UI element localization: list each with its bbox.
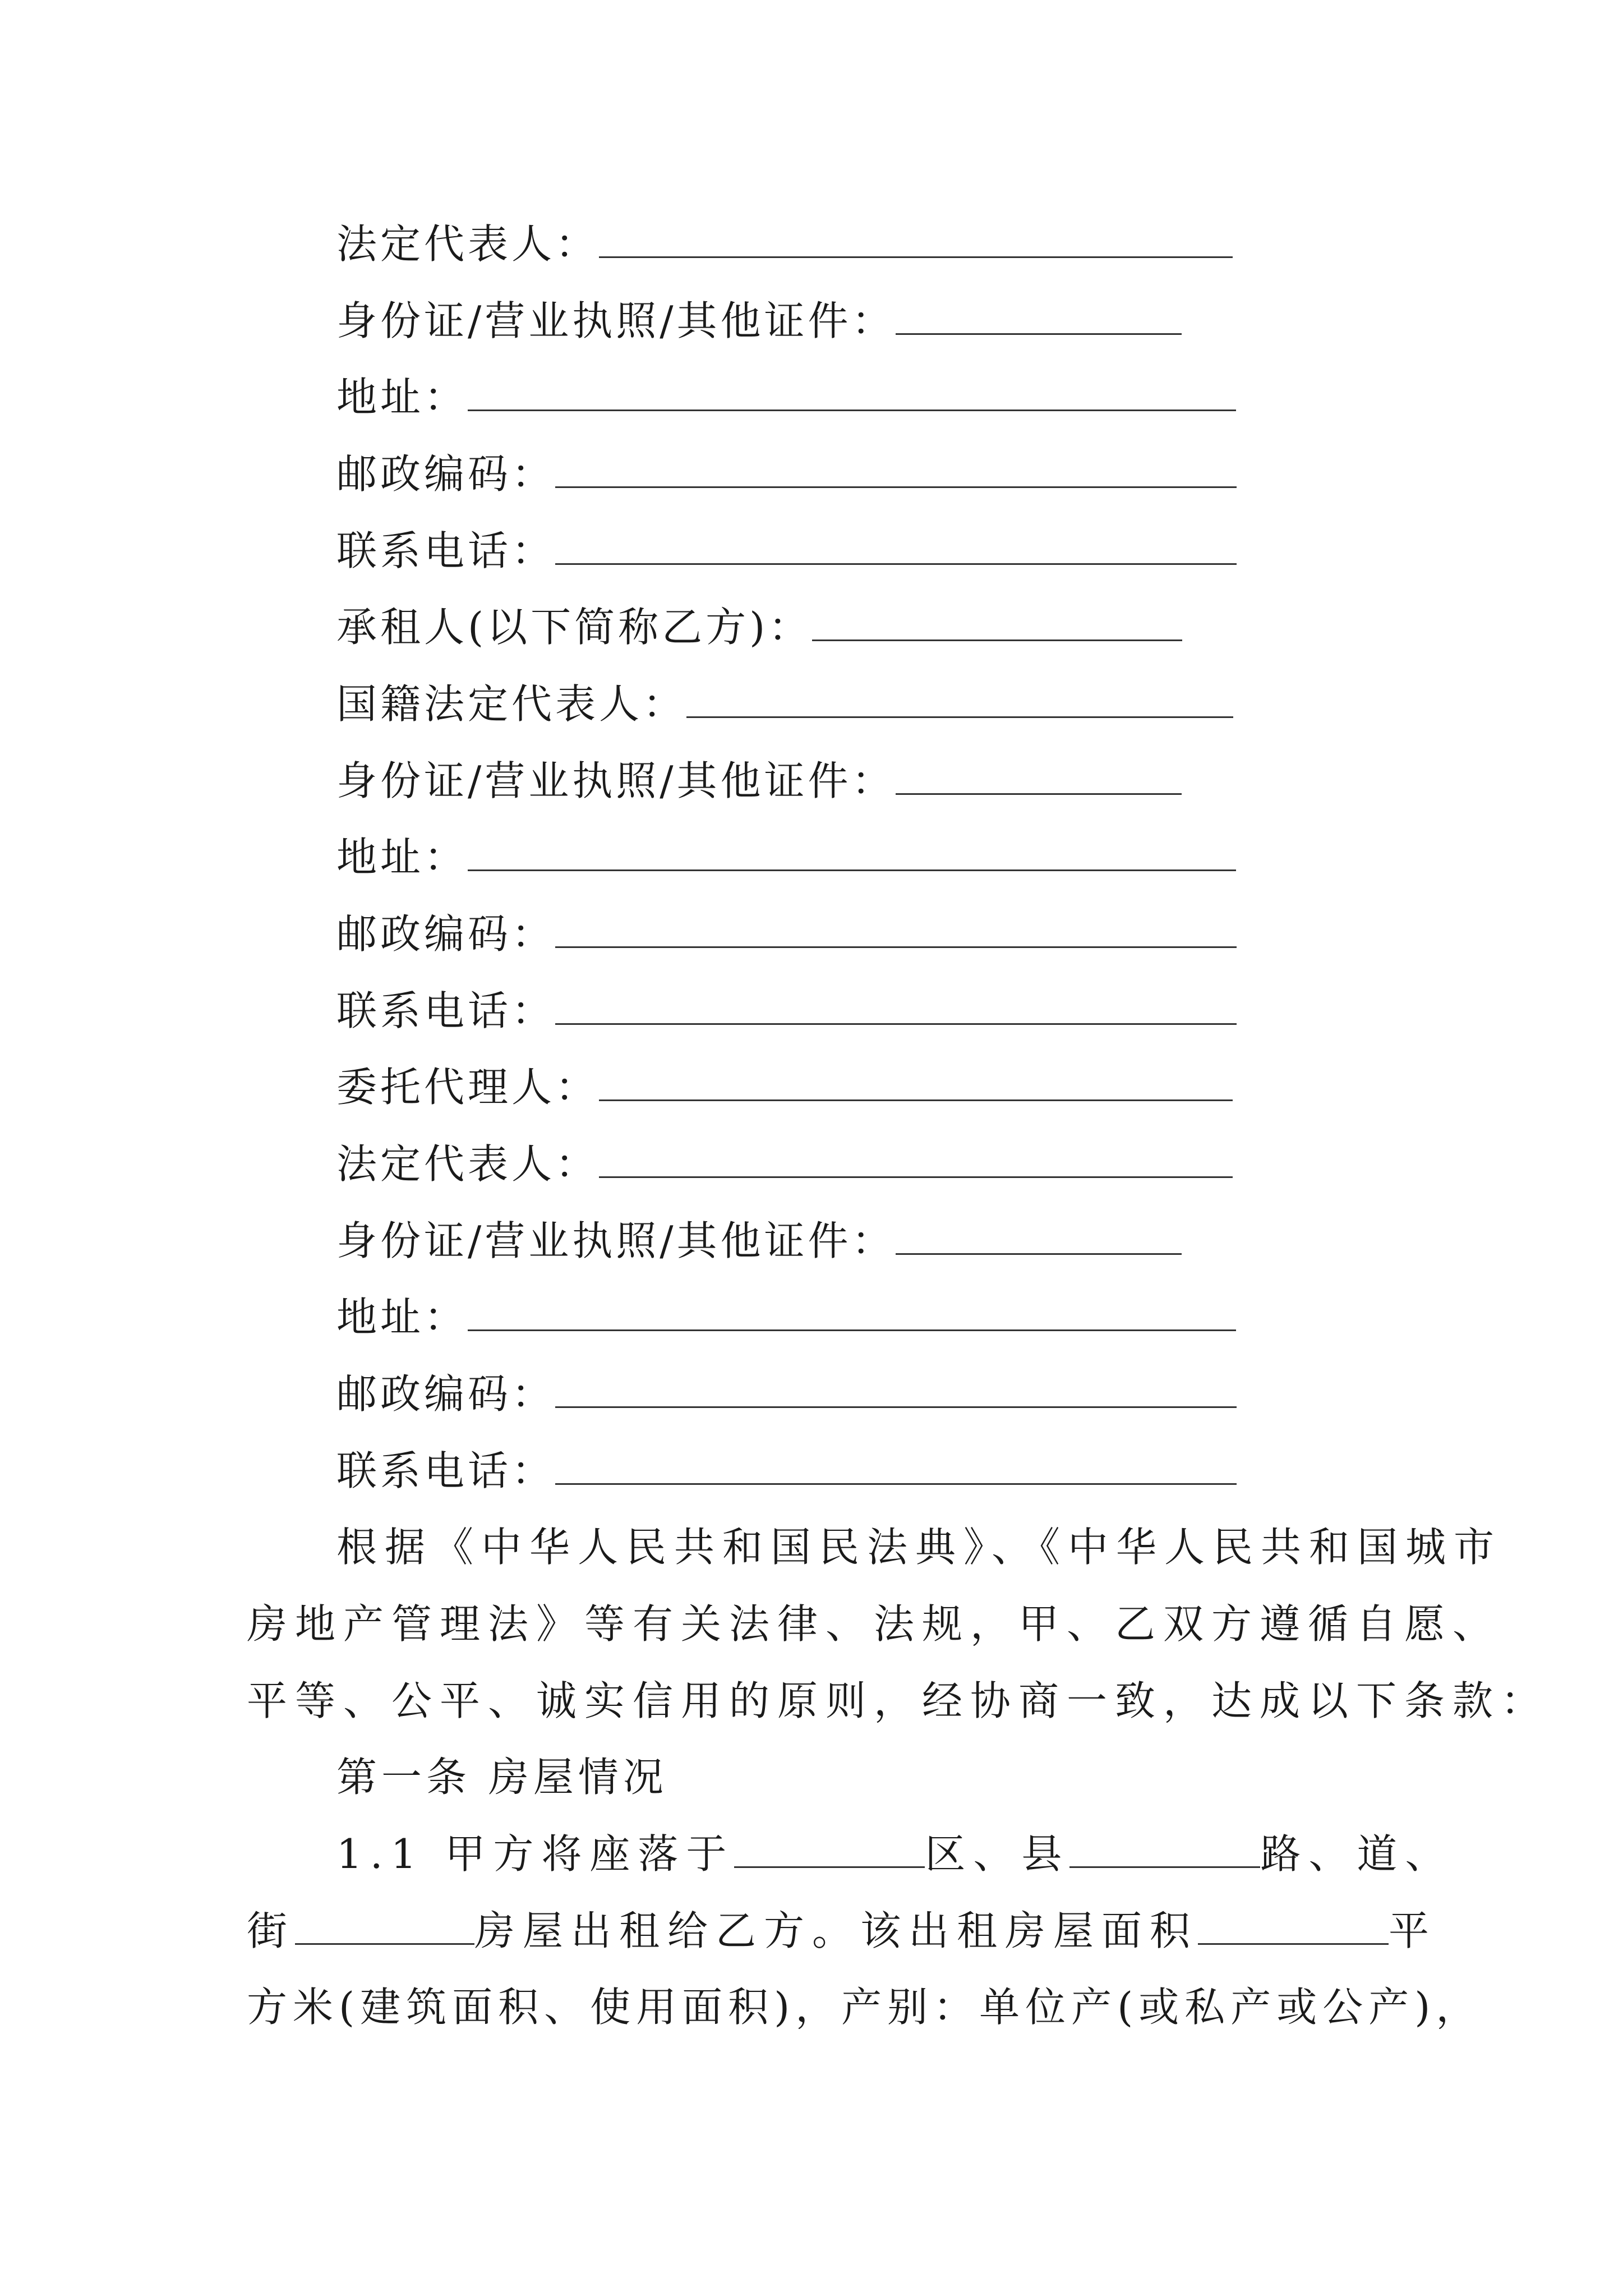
fill-blank[interactable] — [896, 755, 1182, 795]
form-row-phone — [336, 983, 1237, 1039]
clause-text: 路、道、 — [1260, 1830, 1454, 1878]
fill-blank[interactable] — [686, 678, 1233, 718]
form-row-phone — [336, 1443, 1237, 1499]
preamble-line: 根据《中华人民共和国民法典》、《中华人民共和国城市 — [336, 1524, 1502, 1571]
form-row-postcode — [336, 906, 1237, 962]
district-blank[interactable] — [734, 1828, 925, 1868]
fill-blank[interactable] — [468, 371, 1236, 411]
form-label: 承租人(以下简称乙方)： — [336, 604, 813, 651]
fill-blank[interactable] — [896, 1215, 1182, 1255]
area-blank[interactable] — [1198, 1905, 1389, 1945]
form-row-legal-rep — [336, 216, 1233, 272]
fill-blank[interactable] — [555, 908, 1237, 948]
form-row-phone — [336, 523, 1237, 579]
form-row-agent — [336, 1059, 1233, 1115]
form-label: 联系电话： — [336, 1447, 556, 1494]
form-label: 国籍法定代表人： — [336, 680, 687, 728]
form-label: 委托代理人： — [336, 1064, 600, 1111]
form-label: 身份证/营业执照/其他证件： — [336, 1217, 896, 1264]
fill-blank[interactable] — [468, 831, 1236, 871]
form-label: 法定代表人： — [336, 1140, 600, 1188]
form-label: 法定代表人： — [336, 220, 600, 268]
form-row-nationality-legal-rep — [336, 676, 1233, 732]
form-label: 邮政编码： — [336, 1370, 556, 1418]
clause-text: 1.1 甲方将座落于 — [336, 1830, 735, 1878]
form-row-id-document — [336, 1213, 1182, 1269]
clause-text: 平 — [1389, 1907, 1437, 1954]
form-label: 邮政编码： — [336, 910, 556, 958]
form-label: 联系电话： — [336, 987, 556, 1034]
form-row-legal-rep — [336, 1136, 1233, 1192]
form-row-id-document — [336, 753, 1182, 809]
form-row-id-document — [336, 293, 1182, 349]
form-label: 地址： — [336, 834, 468, 881]
fill-blank[interactable] — [812, 601, 1182, 641]
form-label: 联系电话： — [336, 527, 556, 574]
clause-text: 区、县 — [925, 1830, 1070, 1878]
form-row-address — [336, 1289, 1236, 1345]
clause-text: 街 — [247, 1907, 296, 1954]
clause-line: 方米(建筑面积、使用面积)，产别：单位产(或私产或公产)， — [247, 1984, 1482, 2031]
form-label: 邮政编码： — [336, 450, 556, 498]
form-label: 地址： — [336, 1294, 468, 1341]
article-heading: 第一条 房屋情况 — [336, 1754, 668, 1801]
fill-blank[interactable] — [555, 448, 1237, 488]
form-row-postcode — [336, 446, 1237, 502]
fill-blank[interactable] — [896, 295, 1182, 335]
street-blank[interactable] — [295, 1905, 474, 1945]
form-label: 身份证/营业执照/其他证件： — [336, 297, 896, 344]
preamble-line: 房地产管理法》等有关法律、法规，甲、乙双方遵循自愿、 — [247, 1600, 1501, 1648]
form-row-address — [336, 369, 1236, 425]
form-label: 身份证/营业执照/其他证件： — [336, 757, 896, 804]
fill-blank[interactable] — [555, 1368, 1237, 1408]
form-row-postcode — [336, 1366, 1237, 1422]
form-label: 地址： — [336, 374, 468, 421]
road-blank[interactable] — [1069, 1828, 1260, 1868]
fill-blank[interactable] — [555, 1445, 1237, 1485]
fill-blank[interactable] — [555, 525, 1237, 565]
fill-blank[interactable] — [555, 985, 1237, 1025]
fill-blank[interactable] — [599, 1138, 1233, 1178]
clause-line — [336, 1826, 1453, 1882]
fill-blank[interactable] — [599, 218, 1233, 258]
clause-line — [247, 1903, 1437, 1959]
preamble-line: 平等、公平、诚实信用的原则，经协商一致，达成以下条款： — [247, 1677, 1550, 1724]
fill-blank[interactable] — [599, 1061, 1233, 1101]
clause-text: 房屋出租给乙方。该出租房屋面积 — [474, 1907, 1198, 1954]
form-row-address — [336, 829, 1236, 885]
fill-blank[interactable] — [468, 1291, 1236, 1331]
form-row-tenant — [336, 599, 1182, 655]
